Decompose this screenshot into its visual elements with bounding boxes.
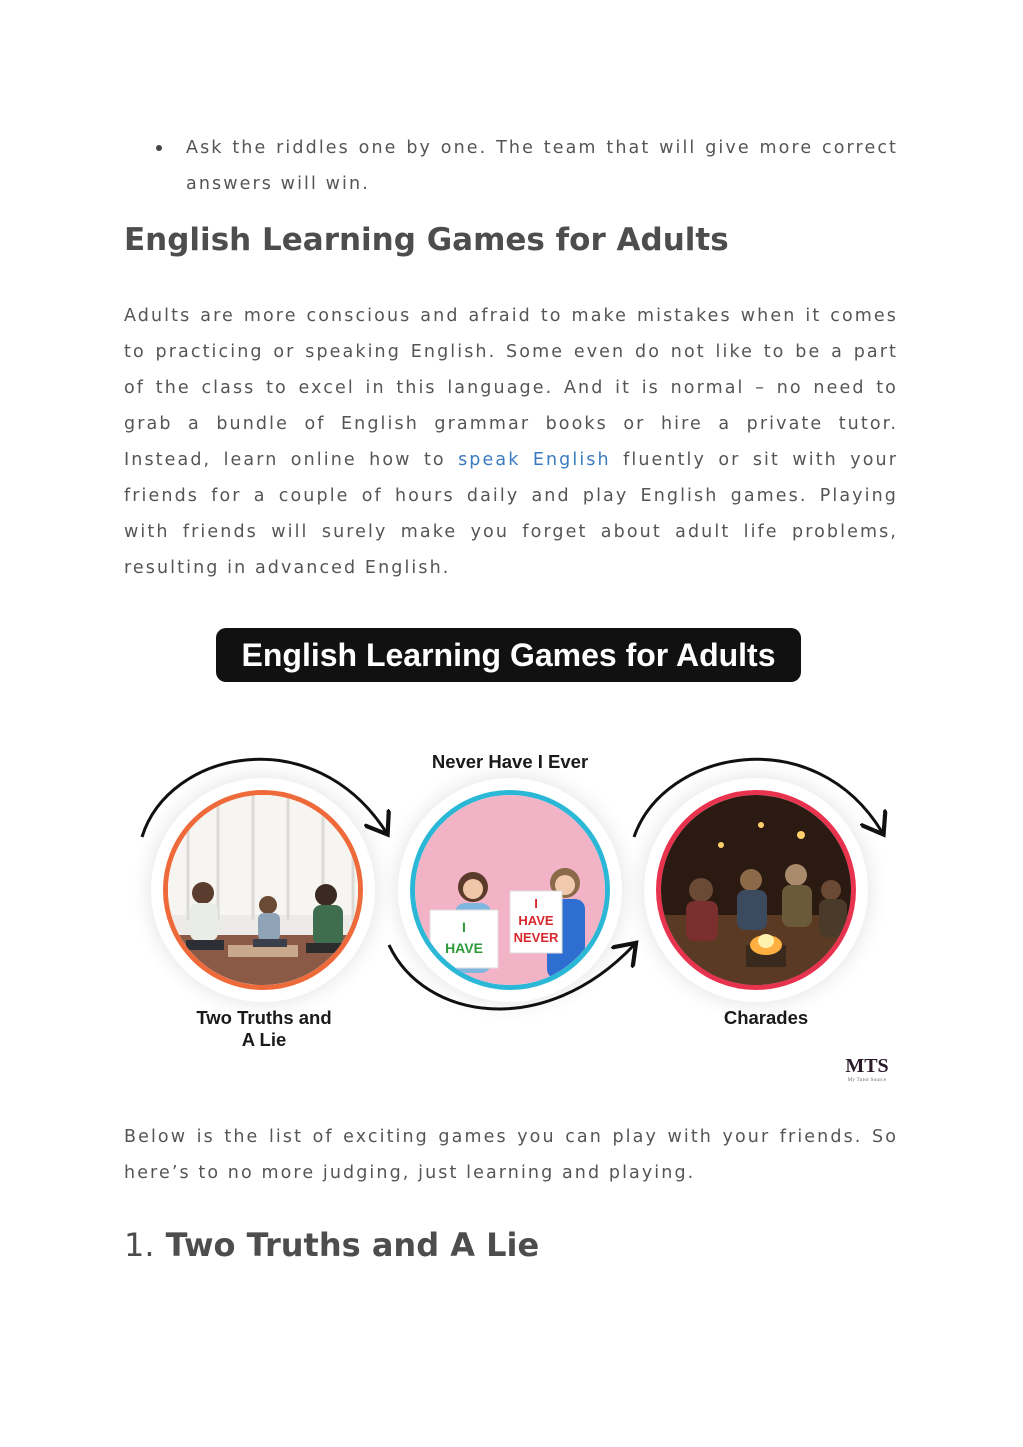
sign-text: I: [534, 896, 538, 911]
list-intro-paragraph: Below is the list of exciting games you can play with your friends. So here’s to no more judging, just learning and playing.: [124, 1127, 898, 1183]
sign-text: NEVER: [513, 930, 559, 945]
sign-text: I: [462, 919, 466, 935]
sign-text: HAVE: [445, 940, 483, 956]
two-truths-photo: [163, 790, 363, 990]
sign-text: HAVE: [518, 913, 554, 928]
intro-paragraph: [124, 298, 898, 586]
caption-line: Two Truths and: [196, 1007, 332, 1028]
mts-logo: [842, 1055, 892, 1083]
never-have-i-ever-photo: [410, 790, 610, 990]
section-heading: English Learning Games for Adults: [124, 222, 729, 258]
caption-never-have-i-ever: Never Have I Ever: [431, 751, 589, 772]
speak-english-link[interactable]: speak English: [458, 450, 611, 470]
charades-photo: [656, 790, 856, 990]
bullet-icon: [156, 145, 162, 151]
list-item-text: Ask the riddles one by one. The team that will give more correct answers will win.: [186, 138, 898, 194]
caption-two-truths: [164, 1007, 364, 1051]
caption-charades: Charades: [723, 1007, 809, 1028]
caption-line: A Lie: [241, 1029, 287, 1050]
logo-subtext: My Tutor Source: [847, 1078, 887, 1083]
logo-text: MTS: [845, 1055, 889, 1077]
game-number: 1.: [124, 1226, 155, 1264]
game-heading: [124, 1226, 539, 1264]
bullet-list: [124, 130, 898, 202]
infographic-image: [124, 600, 898, 1090]
paragraph-text: fluently or sit with your friends for a couple of hours daily and play English games. Playing with friends will surely make you forget about adult life problems, resulting in advanced English.: [124, 450, 898, 578]
paragraph-text: Adults are more conscious and afraid to make mistakes when it comes to practicing or speaking English. Some even do not like to be a part of the class to excel in this language. And it is normal – no need to grab a bundle of English grammar books or hire a private tutor. Instead, learn online how to: [124, 306, 898, 470]
game-title: Two Truths and A Lie: [165, 1226, 540, 1264]
infographic-title: English Learning Games for Adults: [216, 628, 801, 682]
list-item: [124, 130, 898, 202]
